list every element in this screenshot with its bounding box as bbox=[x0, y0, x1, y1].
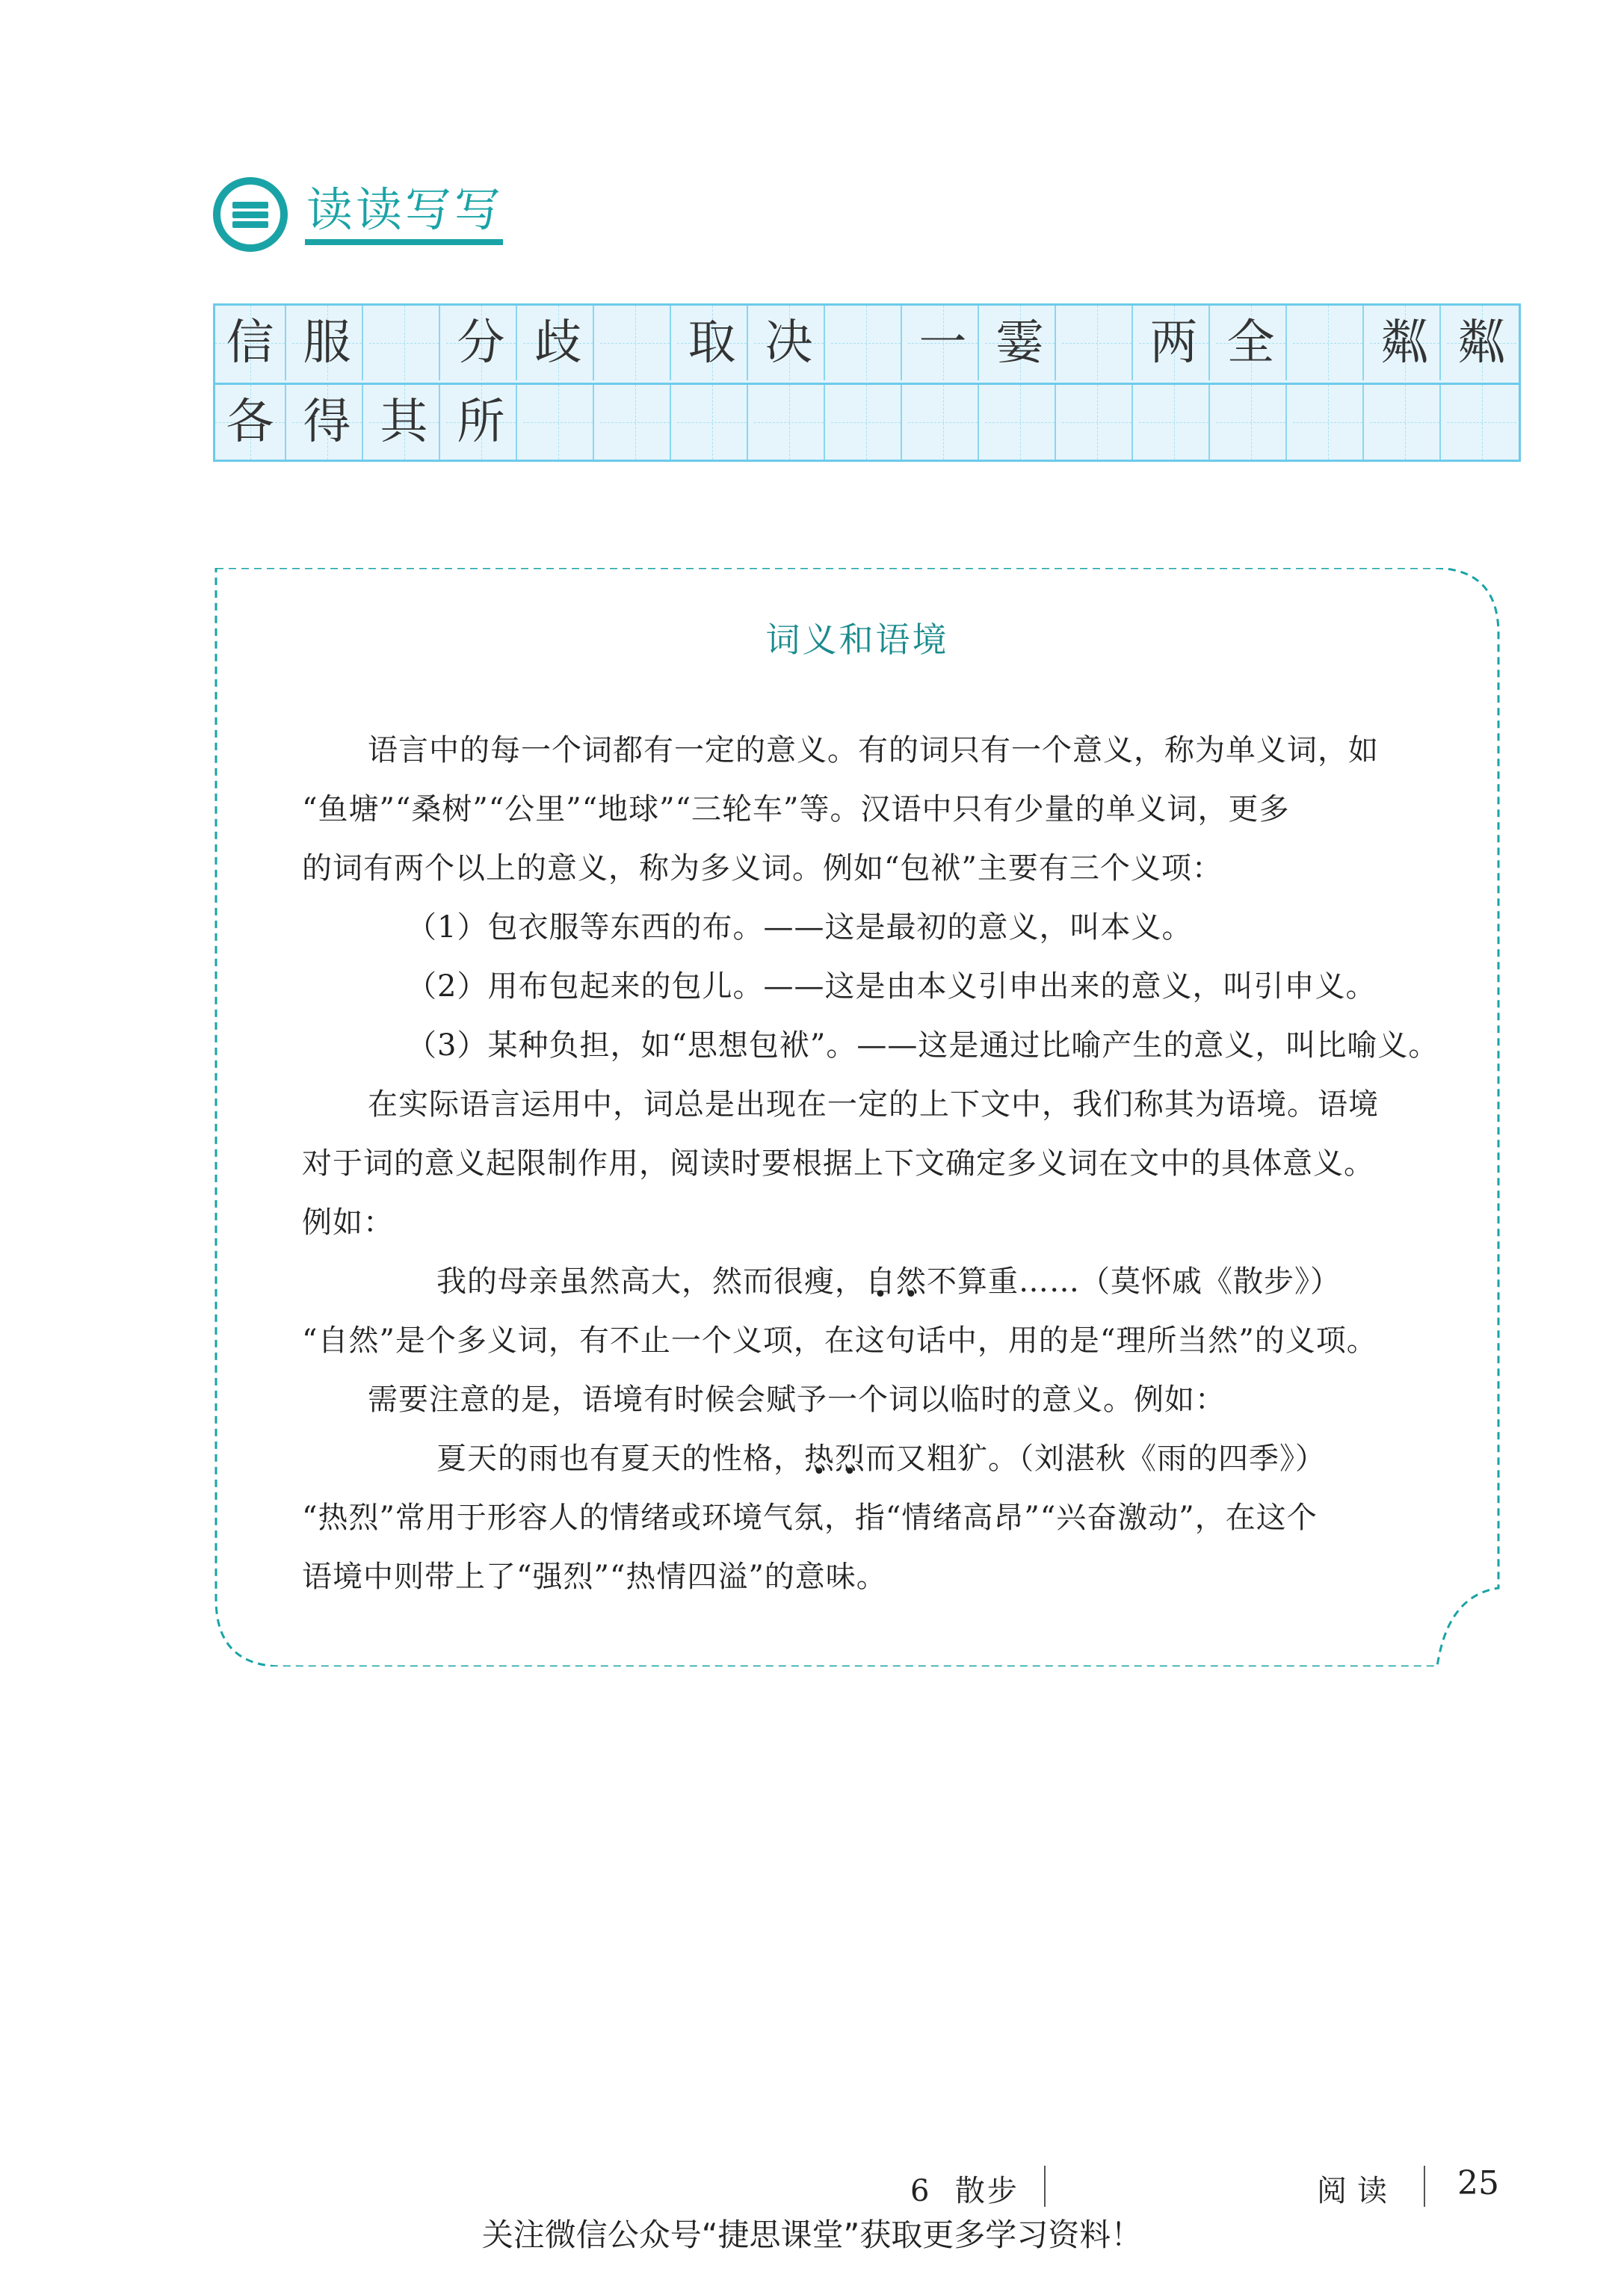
vocab-cell: 粼 bbox=[1370, 306, 1441, 380]
vocab-cell bbox=[600, 385, 671, 460]
emphasis-char: 烈 bbox=[835, 1442, 865, 1476]
vocab-cell bbox=[831, 385, 902, 460]
list-item: （2）用布包起来的包儿。——这是由本义引申出来的意义，叫引申义。 bbox=[407, 969, 1377, 1004]
vocab-cell: 所 bbox=[446, 385, 517, 460]
vocab-cell bbox=[1370, 385, 1441, 460]
paragraph-line: 语言中的每一个词都有一定的意义。有的词只有一个意义，称为单义词，如 bbox=[368, 733, 1379, 767]
vocab-cell: 服 bbox=[292, 306, 363, 380]
paragraph-line: 例如： bbox=[302, 1205, 394, 1240]
vocab-row bbox=[215, 306, 1519, 380]
vocab-cell bbox=[1139, 385, 1210, 460]
paragraph-line: 对于词的意义起限制作用，阅读时要根据上下文确定多义词在文中的具体意义。 bbox=[302, 1146, 1374, 1181]
vocab-cell bbox=[1216, 385, 1287, 460]
vocab-cell bbox=[908, 385, 979, 460]
vocab-cell: 全 bbox=[1216, 306, 1287, 380]
vocab-cell: 一 bbox=[908, 306, 979, 380]
page-number: 25 bbox=[1457, 2164, 1499, 2202]
paragraph-line: “热烈”常用于形容人的情绪或环境气氛，指“情绪高昂”“兴奋激动”，在这个 bbox=[302, 1501, 1318, 1535]
vocab-cell: 得 bbox=[292, 385, 363, 460]
vocab-cell: 信 bbox=[215, 306, 286, 380]
vocab-cell bbox=[600, 306, 671, 380]
box-content bbox=[302, 721, 1468, 1607]
vocab-cell bbox=[1293, 306, 1364, 380]
section-title: 读读写写 bbox=[306, 182, 504, 237]
paragraph-line: 的词有两个以上的意义，称为多义词。例如“包袱”主要有三个义项： bbox=[302, 851, 1223, 886]
section-underline bbox=[305, 239, 503, 245]
vocab-cell: 歧 bbox=[523, 306, 594, 380]
emphasis-char: 然 bbox=[896, 1264, 927, 1299]
vocab-row bbox=[215, 383, 1519, 460]
vocab-cell: 决 bbox=[754, 306, 825, 380]
footer-notice: 关注微信公众号“捷思课堂”获取更多学习资料！ bbox=[481, 2217, 1143, 2253]
vocab-cell: 其 bbox=[369, 385, 440, 460]
vocab-cell bbox=[831, 306, 902, 380]
footer-chapter: 6 散步 bbox=[910, 2174, 1019, 2208]
paragraph-line: “自然”是个多义词，有不止一个义项，在这句话中，用的是“理所当然”的义项。 bbox=[302, 1323, 1377, 1358]
vocab-cell bbox=[523, 385, 594, 460]
footer-section: 阅读 bbox=[1317, 2174, 1398, 2208]
list-item: （3）某种负担，如“思想包袱”。——这是通过比喻产生的意义，叫比喻义。 bbox=[407, 1028, 1439, 1063]
vocab-cell bbox=[754, 385, 825, 460]
emphasis-char: 自 bbox=[865, 1264, 896, 1299]
box-title: 词义和语境 bbox=[765, 620, 949, 660]
list-item: （1）包衣服等东西的布。——这是最初的意义，叫本义。 bbox=[407, 910, 1193, 945]
footer-divider bbox=[1044, 2166, 1046, 2207]
vocab-cell bbox=[1062, 306, 1133, 380]
vocab-cell: 各 bbox=[215, 385, 286, 460]
vocab-cell: 取 bbox=[677, 306, 748, 380]
vocab-cell: 粼 bbox=[1447, 306, 1516, 380]
emphasis-char: 热 bbox=[804, 1442, 835, 1476]
paragraph-line: 在实际语言运用中，词总是出现在一定的上下文中，我们称其为语境。语境 bbox=[368, 1087, 1379, 1122]
paragraph-line: “鱼塘”“桑树”“公里”“地球”“三轮车”等。汉语中只有少量的单义词，更多 bbox=[302, 792, 1290, 827]
vocab-grid bbox=[213, 303, 1521, 462]
vocab-cell: 霎 bbox=[985, 306, 1056, 380]
vocab-cell: 两 bbox=[1139, 306, 1210, 380]
example-quote: 我的母亲虽然高大，然而很瘦，自然不算重……（莫怀戚《散步》） bbox=[436, 1264, 1341, 1299]
paragraph-line: 需要注意的是，语境有时候会赋予一个词以临时的意义。例如： bbox=[368, 1383, 1226, 1417]
page-footer bbox=[0, 2160, 1624, 2253]
vocab-cell bbox=[1062, 385, 1133, 460]
footer-divider bbox=[1424, 2166, 1425, 2207]
vocab-cell bbox=[677, 385, 748, 460]
vocab-cell bbox=[1293, 385, 1364, 460]
section-header bbox=[213, 168, 527, 250]
vocab-cell bbox=[369, 306, 440, 380]
list-circle-icon bbox=[213, 177, 288, 252]
vocab-cell: 分 bbox=[446, 306, 517, 380]
paragraph-line: 语境中则带上了“强烈”“热情四溢”的意味。 bbox=[302, 1560, 887, 1594]
knowledge-box bbox=[214, 568, 1500, 1667]
example-quote: 夏天的雨也有夏天的性格，热烈而又粗犷。（刘湛秋《雨的四季》） bbox=[436, 1442, 1326, 1476]
vocab-cell bbox=[985, 385, 1056, 460]
vocab-cell bbox=[1447, 385, 1516, 460]
